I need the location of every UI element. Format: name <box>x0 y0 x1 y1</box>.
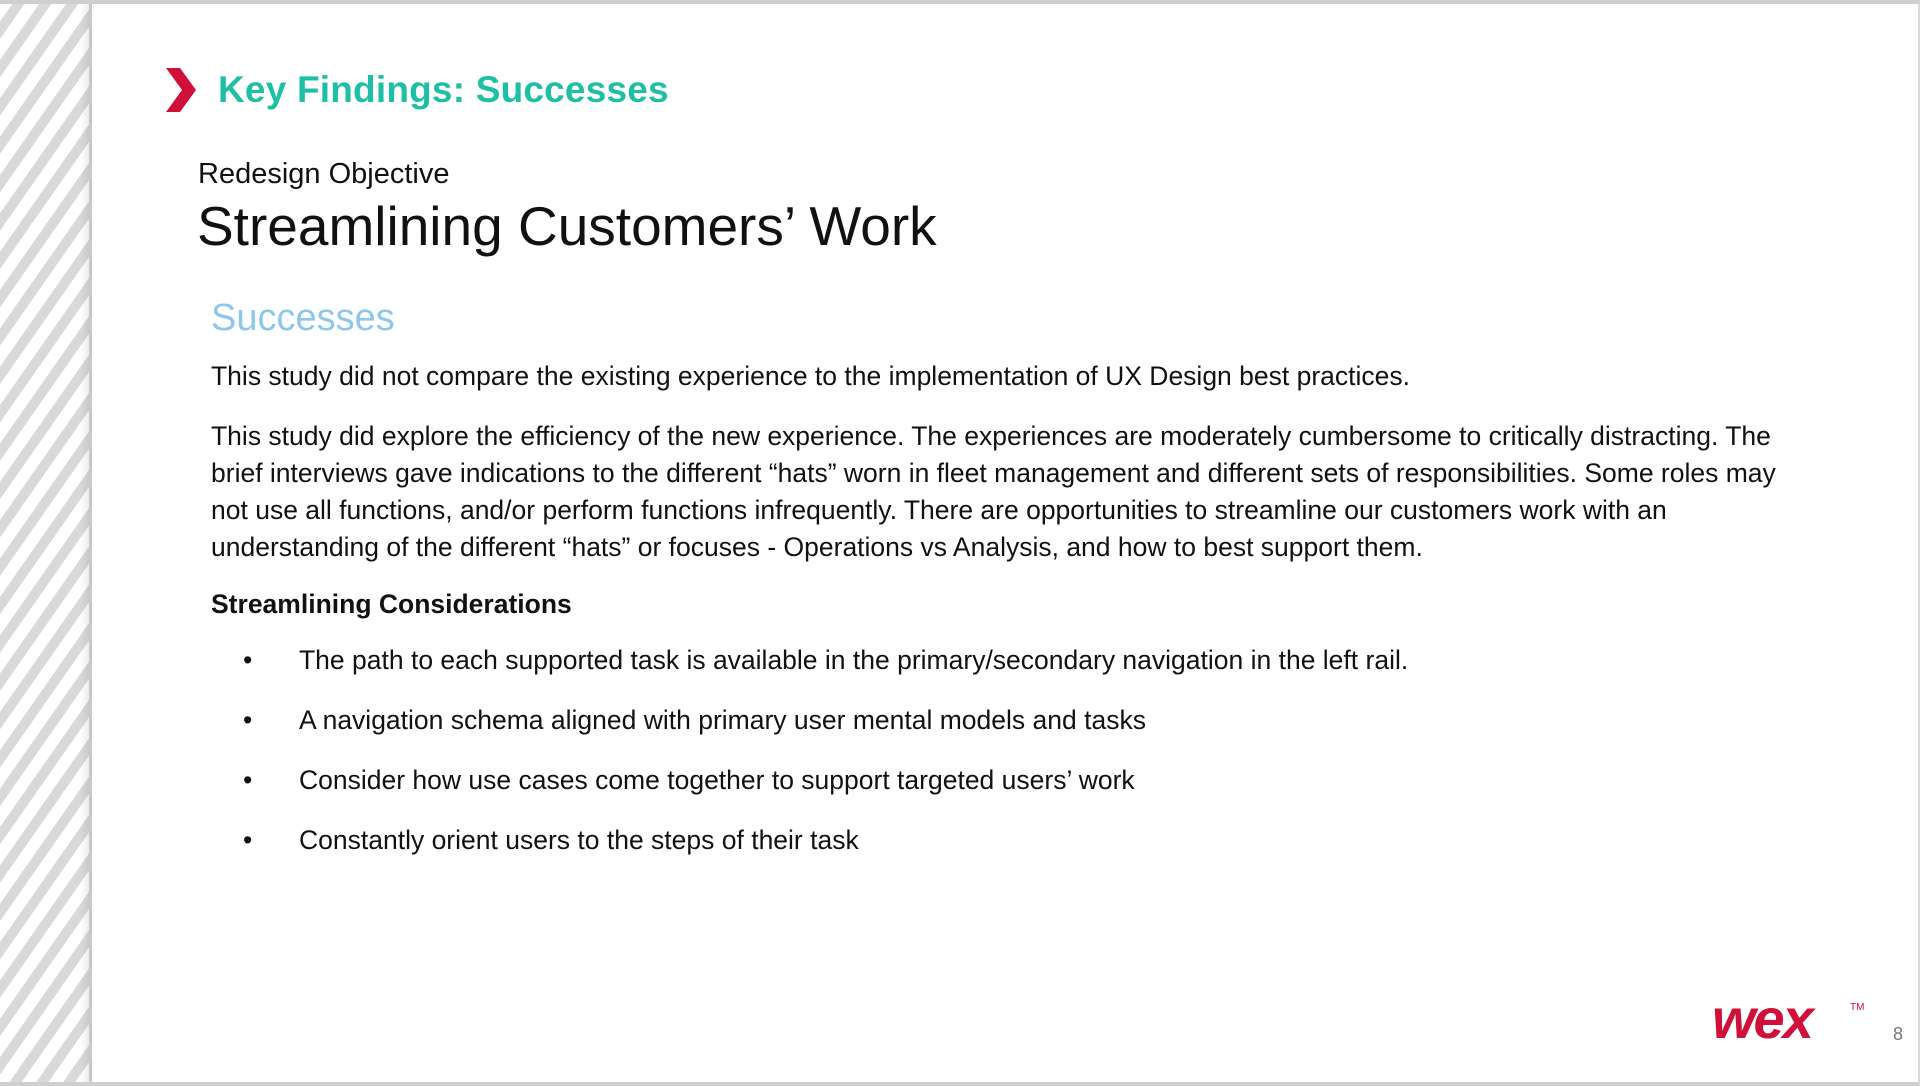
list-item <box>211 642 1811 679</box>
page-title: Streamlining Customers’ Work <box>197 195 937 257</box>
chevron-right-icon <box>164 66 198 114</box>
section-heading: Successes <box>211 297 395 339</box>
striped-rail <box>0 4 90 1082</box>
svg-text:wex: wex <box>1712 994 1812 1044</box>
paragraph: This study did not compare the existing experience to the implementation of UX Design best practices. <box>211 361 1411 391</box>
paragraph: This study did explore the efficiency of the new experience. The experiences are moderately cumbersome to critically distracting. The brief interviews gave indications to the different “hats” worn in fleet management and different sets of responsibilities. Some roles may not use all functions, and/or perform functions infrequently. There are opportunities to streamline our customers work with an understanding of the different “hats” or focuses - Operations vs Analysis, and how to best support them. <box>211 421 1776 562</box>
considerations-heading: Streamlining Considerations <box>211 589 572 619</box>
bullet-icon: • <box>243 645 253 675</box>
rail-divider <box>89 4 92 1082</box>
list-item <box>211 822 1811 859</box>
kicker-label: Redesign Objective <box>198 158 450 190</box>
considerations-list <box>211 642 1811 859</box>
list-item-text: The path to each supported task is available in the primary/secondary navigation in the left rail. <box>299 645 1409 675</box>
page-number: 8 <box>1893 1024 1904 1044</box>
list-item-text: A navigation schema aligned with primary user mental models and tasks <box>299 705 1146 735</box>
header-title: Key Findings: Successes <box>218 69 669 110</box>
bullet-icon: • <box>243 825 253 855</box>
bullet-icon: • <box>243 705 253 735</box>
slide-content <box>211 297 1811 882</box>
list-item <box>211 762 1811 799</box>
bullet-icon: • <box>243 765 253 795</box>
svg-text:TM: TM <box>1850 1002 1864 1013</box>
list-item-text: Consider how use cases come together to support targeted users’ work <box>299 765 1135 795</box>
slide-header <box>164 66 669 114</box>
wex-logo <box>1712 994 1864 1044</box>
list-item-text: Constantly orient users to the steps of their task <box>299 825 859 855</box>
list-item <box>211 702 1811 739</box>
